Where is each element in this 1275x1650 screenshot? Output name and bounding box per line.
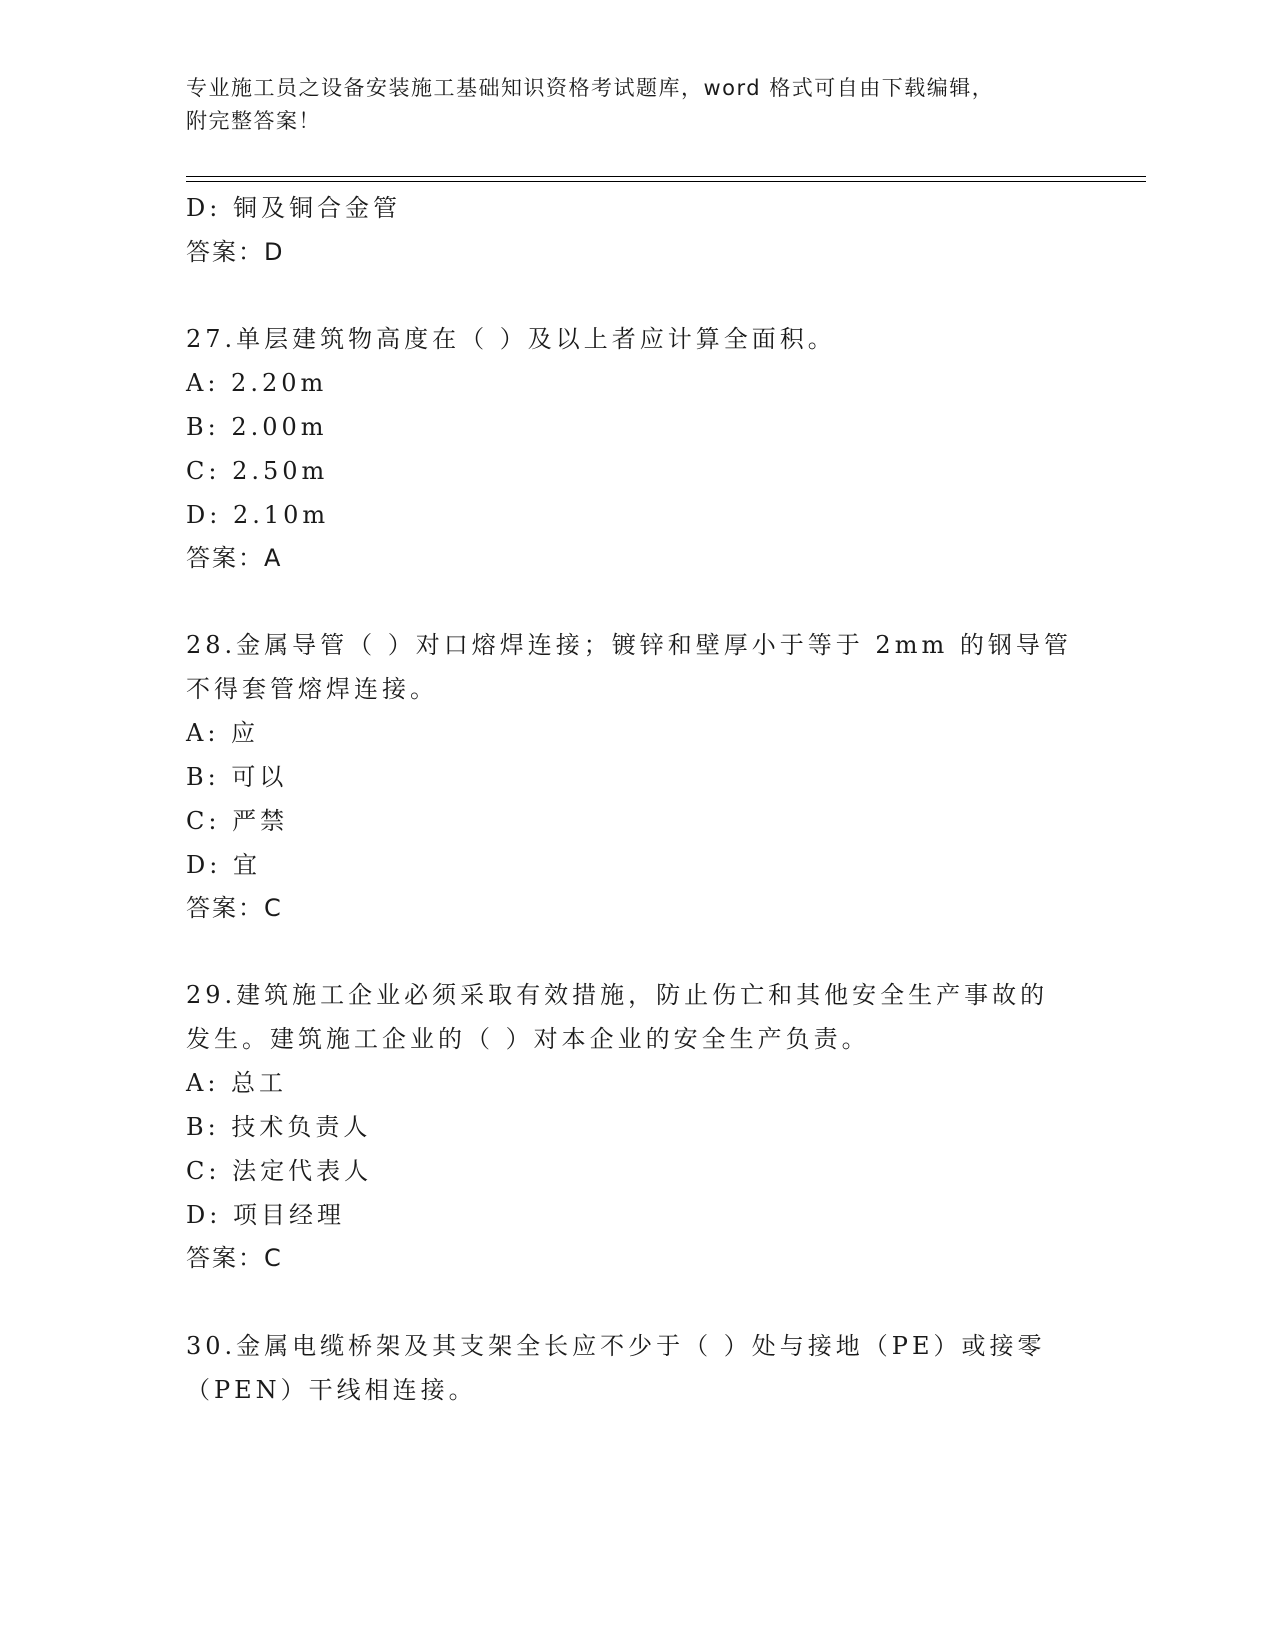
q30-stem-line-2: （PEN）干线相连接。	[186, 1376, 477, 1404]
q27-stem-line-1: 27.单层建筑物高度在（ ）及以上者应计算全面积。	[186, 325, 836, 353]
q28-option-d: D: 宜	[186, 851, 261, 879]
q29-option-b: B: 技术负责人	[186, 1113, 372, 1141]
q27-option-c: C: 2.50m	[186, 457, 329, 485]
q30-stem-line-1: 30.金属电缆桥架及其支架全长应不少于（ ）处与接地（PE）或接零	[186, 1332, 1046, 1360]
header-line-1: 专业施工员之设备安装施工基础知识资格考试题库，word 格式可自由下载编辑，	[186, 76, 995, 100]
q26-answer: 答案：D	[186, 238, 285, 266]
q27-option-b: B: 2.00m	[186, 413, 328, 441]
q29-option-d: D: 项目经理	[186, 1201, 345, 1229]
q29-option-c: C: 法定代表人	[186, 1157, 373, 1185]
q28-option-b: B: 可以	[186, 763, 288, 791]
q28-stem-line-1: 28.金属导管（ ）对口熔焊连接；镀锌和壁厚小于等于 2mm 的钢导管	[186, 631, 1072, 659]
q29-option-a: A: 总工	[186, 1069, 288, 1097]
header-divider-bottom	[186, 181, 1146, 182]
q28-stem-line-2: 不得套管熔焊连接。	[186, 675, 438, 703]
q27-answer: 答案：A	[186, 544, 283, 572]
q29-stem-line-2: 发生。建筑施工企业的（ ）对本企业的安全生产负责。	[186, 1025, 870, 1053]
q28-option-c: C: 严禁	[186, 807, 289, 835]
q29-stem-line-1: 29.建筑施工企业必须采取有效措施，防止伤亡和其他安全生产事故的	[186, 981, 1049, 1009]
q26-option-d: D: 铜及铜合金管	[186, 194, 401, 222]
document-header	[186, 72, 1066, 138]
header-line-2: 附完整答案！	[186, 109, 321, 133]
header-divider-top	[186, 176, 1146, 177]
q27-option-d: D: 2.10m	[186, 501, 330, 529]
q29-answer: 答案：C	[186, 1244, 283, 1272]
q28-option-a: A: 应	[186, 719, 260, 747]
q28-answer: 答案：C	[186, 894, 283, 922]
q27-option-a: A: 2.20m	[186, 369, 328, 397]
